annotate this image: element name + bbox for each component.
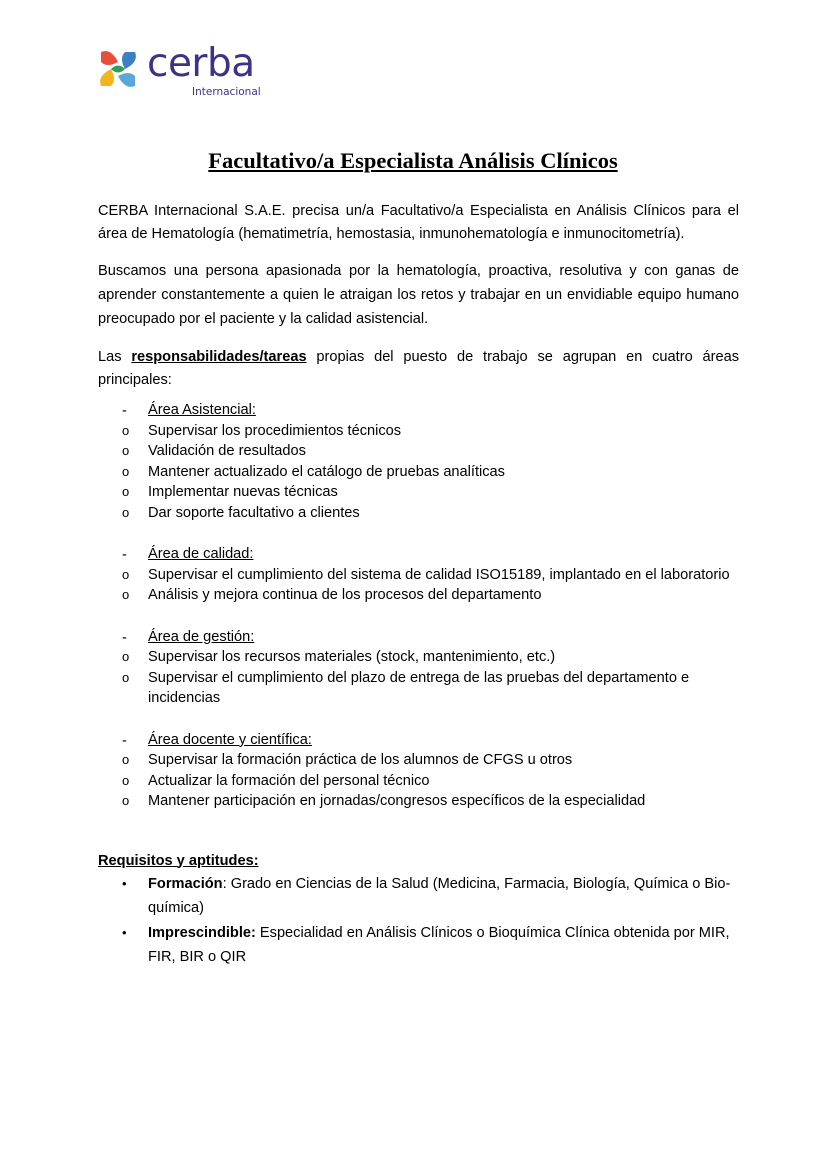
area-title: Área de gestión: [148,628,255,645]
list-item [98,647,739,668]
list-item [98,668,739,709]
circle-bullet-icon: o [122,463,130,479]
area-section [98,544,739,565]
circle-bullet-icon: o [122,504,130,520]
list-item [98,750,739,771]
dot-bullet-icon: • [122,924,127,940]
area-items [98,647,739,709]
circle-bullet-icon: o [122,484,130,499]
area-section [98,627,739,648]
page-title: Facultativo/a Especialista Análisis Clínicos [208,148,618,173]
area-title: Área de calidad: [148,546,254,562]
dash-marker: - [122,629,127,646]
list-item-text: Dar soporte facultativo a clientes [148,504,360,521]
list-item-text: Mantener participación en jornadas/congresos específicos de la especialidad [148,793,646,809]
circle-bullet-icon: o [122,422,130,438]
document-body [98,200,739,970]
circle-bullet-icon: o [122,752,130,767]
intro-paragraph: CERBA Internacional S.A.E. precisa un/a Facultativo/a Especialista en Análisis Clínicos para el área de Hematología (hematimetría, hemostasia, inmunohematología e inmunocitometría). [98,203,739,242]
list-item [98,462,739,483]
list-item-text: Supervisar el cumplimiento del plazo de entrega de las pruebas del departamento e incidencias [148,669,690,706]
logo-word: cerba [147,41,255,86]
profile-paragraph: Buscamos una persona apasionada por la hematología, proactiva, resolutiva y con ganas de aprender constantemente a quien le atraigan los retos y trabajar en un envidiable equipo humano preocupado por el paciente y la calidad asistencial. [98,263,739,327]
area-section [98,400,739,421]
resp-bold: responsabilidades/tareas [131,349,307,365]
dash-marker: - [122,547,127,563]
area-section [98,730,739,751]
requirements-title: Requisitos y aptitudes: [98,852,259,869]
requirement-item [98,921,739,969]
list-item-text: Validación de resultados [148,443,306,459]
list-item [98,503,739,524]
circle-bullet-icon: o [122,649,130,664]
areas-list [98,400,739,812]
resp-post: propias del puesto de trabajo se agrupan en cuatro áreas principales: [98,349,740,388]
requirement-item [98,872,739,920]
area-title: Área docente y científica: [148,731,312,748]
circle-bullet-icon: o [122,669,130,685]
list-item [98,771,739,792]
area-items [98,565,739,606]
list-item-text: Análisis y mejora continua de los procesos del departamento [148,587,542,603]
area-items [98,421,739,524]
list-item [98,565,739,586]
circle-bullet-icon: o [122,772,130,788]
circle-bullet-icon: o [122,587,130,602]
requirement-label: Formación [148,875,223,892]
area-items [98,750,739,812]
circle-bullet-icon: o [122,443,130,458]
area-title: Área Asistencial: [148,402,256,418]
list-item-text: Supervisar la formación práctica de los alumnos de CFGS u otros [148,752,573,768]
list-item [98,441,739,462]
list-item-text: Supervisar los procedimientos técnicos [148,422,402,439]
list-item-text: Mantener actualizado el catálogo de pruebas analíticas [148,463,505,480]
list-item-text: Implementar nuevas técnicas [148,484,338,500]
list-item [98,421,739,442]
list-item [98,585,739,606]
dash-marker: - [122,732,127,749]
circle-bullet-icon: o [122,566,130,582]
list-item [98,482,739,503]
list-item-text: Supervisar los recursos materiales (stock, mantenimiento, etc.) [148,649,556,665]
requirement-text: Especialidad en Análisis Clínicos o Bioquímica Clínica obtenida por MIR, FIR, BIR o QIR [148,924,730,965]
requirement-label: Imprescindible: [148,924,256,941]
responsibilities-paragraph [98,346,739,391]
circle-bullet-icon: o [122,793,130,808]
list-item-text: Supervisar el cumplimiento del sistema de calidad ISO15189, implantado en el laboratorio [148,566,730,583]
cerba-logo-mark-icon [97,48,139,90]
requirements-list [98,872,739,969]
logo-sub: Internacional [192,86,261,98]
resp-pre: Las [98,349,132,365]
requirement-text: : Grado en Ciencias de la Salud (Medicina, Farmacia, Biología, Química o Bio-química) [148,875,731,916]
dot-bullet-icon: • [122,875,127,891]
list-item-text: Actualizar la formación del personal técnico [148,772,430,789]
dash-marker: - [122,403,127,419]
list-item [98,791,739,812]
cerba-logo [97,41,267,102]
